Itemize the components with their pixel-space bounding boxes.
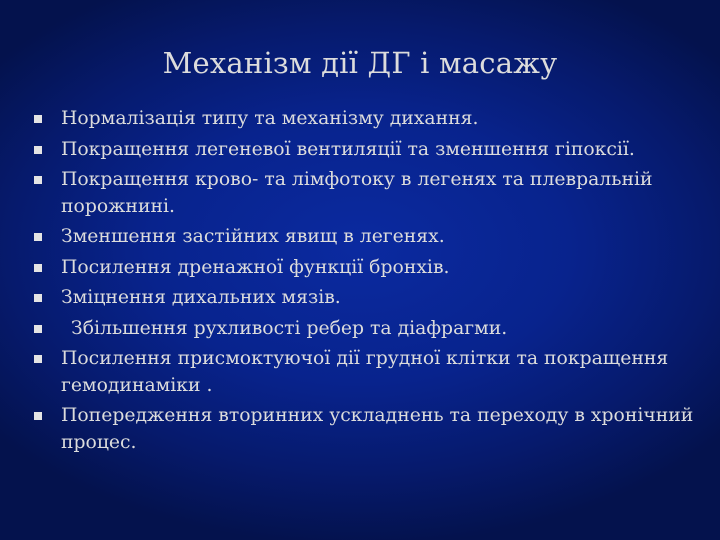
list-item-text: Покращення крово- та лімфотоку в легенях та плевральній порожнині. (61, 169, 653, 217)
square-bullet-icon (34, 233, 42, 241)
square-bullet-icon (34, 325, 42, 333)
square-bullet-icon (34, 294, 42, 302)
list-item-text: Посилення присмоктуючої дії грудної клітки та покращення гемодинаміки . (61, 348, 669, 396)
bullet-list (34, 106, 702, 460)
list-item (34, 403, 702, 456)
square-bullet-icon (34, 115, 42, 123)
list-item-text: Збільшення рухливості ребер та діафрагми. (71, 317, 508, 339)
list-item-text: Посилення дренажної функції бронхів. (61, 256, 450, 278)
list-item-text: Нормалізація типу та механізму дихання. (61, 108, 479, 129)
list-item (34, 346, 702, 399)
list-item (34, 255, 702, 282)
list-item (34, 316, 702, 343)
square-bullet-icon (34, 146, 42, 154)
list-item (34, 167, 702, 220)
list-item-text: Зменшення застійних явищ в легенях. (61, 226, 445, 247)
list-item-text: Попередження вторинних ускладнень та переходу в хронічний процес. (61, 405, 694, 453)
square-bullet-icon (34, 176, 42, 184)
square-bullet-icon (34, 355, 42, 363)
list-item (34, 285, 702, 312)
list-item-text: Зміцнення дихальних мязів. (61, 287, 341, 308)
slide-title: Механізм дії ДГ і масажу (162, 46, 558, 80)
list-item (34, 106, 702, 133)
square-bullet-icon (34, 412, 42, 420)
list-item (34, 137, 702, 164)
list-item-text: Покращення легеневої вентиляції та зменшення гіпоксії. (61, 138, 635, 160)
square-bullet-icon (34, 264, 42, 272)
list-item (34, 224, 702, 251)
